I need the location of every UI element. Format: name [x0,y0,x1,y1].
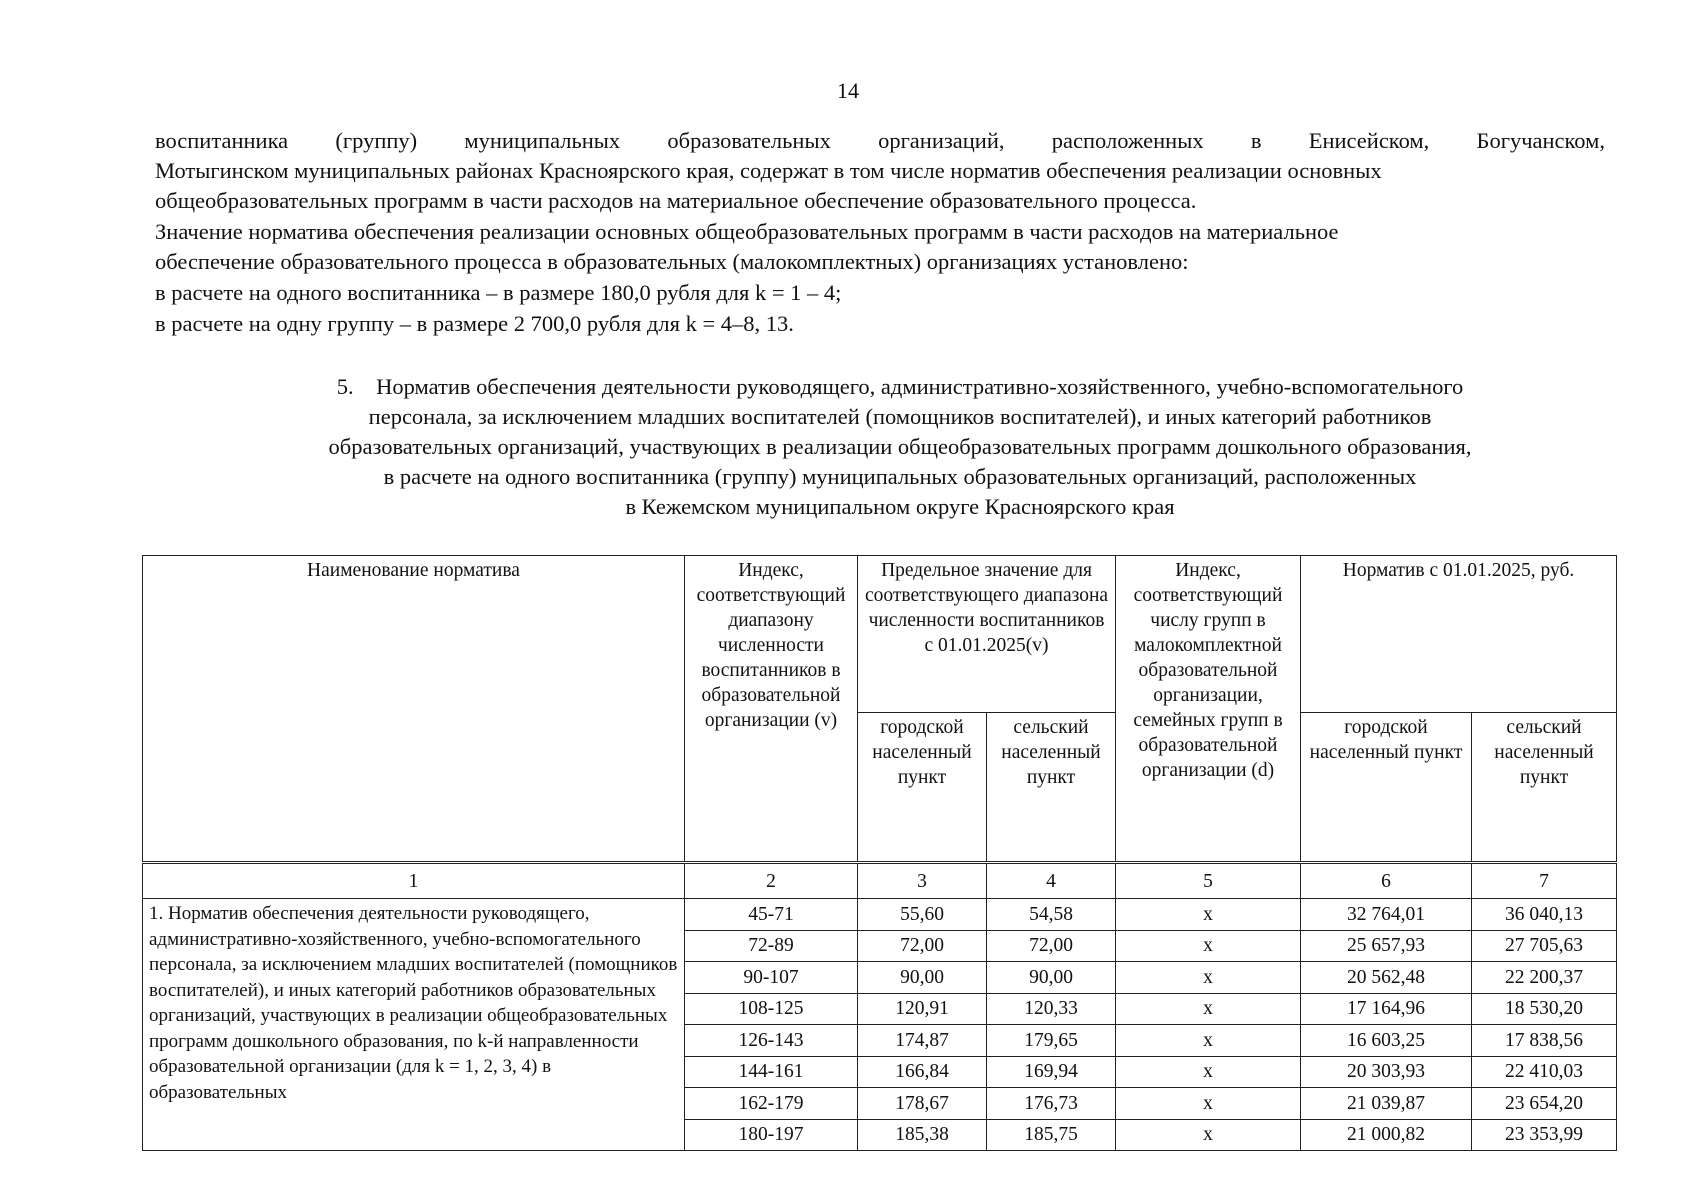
range-cell: 72-89 [685,930,858,962]
index-d-cell: x [1116,1119,1301,1151]
section-title [200,372,1600,522]
limit-rural-cell: 72,00 [987,930,1116,962]
limit-urban-cell: 120,91 [858,993,987,1025]
norm-rural-cell: 36 040,13 [1472,899,1617,931]
range-cell: 144-161 [685,1056,858,1088]
paragraph-line-4: Значение норматива обеспечения реализации основных общеобразовательных программ в части расходов на материальное [155,219,1339,244]
limit-rural-cell: 120,33 [987,993,1116,1025]
column-number: 7 [1472,863,1617,899]
range-cell: 180-197 [685,1119,858,1151]
norm-urban-cell: 20 303,93 [1301,1056,1472,1088]
norm-urban-cell: 32 764,01 [1301,899,1472,931]
limit-rural-cell: 179,65 [987,1025,1116,1057]
norm-rural-cell: 22 410,03 [1472,1056,1617,1088]
range-cell: 90-107 [685,962,858,994]
section-title-line-3: образовательных организаций, участвующих в реализации общеобразовательных программ дошкольного образования, [328,434,1472,459]
column-number: 4 [987,863,1116,899]
paragraph-line-6: в расчете на одного воспитанника – в размере 180,0 рубля для k = 1 – 4; [155,280,842,305]
range-cell: 108-125 [685,993,858,1025]
limit-urban-cell: 72,00 [858,930,987,962]
column-number: 5 [1116,863,1301,899]
index-d-cell: x [1116,1056,1301,1088]
paragraph-line-5: обеспечение образовательного процесса в образовательных (малокомплектных) организациях установлено: [155,249,1189,274]
header-norm-rural: сельский населенный пункт [1472,713,1617,863]
paragraph-line-2: Мотыгинском муниципальных районах Красноярского края, содержат в том числе норматив обеспечения реализации основных [155,158,1382,183]
range-cell: 162-179 [685,1088,858,1120]
limit-rural-cell: 90,00 [987,962,1116,994]
header-norm: Норматив с 01.01.2025, руб. [1301,556,1617,713]
table-row [143,899,1617,931]
section-title-line-4: в расчете на одного воспитанника (группу) муниципальных образовательных организаций, расположенных [383,464,1417,489]
paragraph-line-3: общеобразовательных программ в части расходов на материальное обеспечение образовательного процесса. [155,188,1197,213]
index-d-cell: x [1116,962,1301,994]
limit-urban-cell: 185,38 [858,1119,987,1151]
column-number: 1 [143,863,685,899]
norm-description: 1. Норматив обеспечения деятельности руководящего, административно-хозяйственного, учебно-вспомогательного персонала, за исключением младших воспитателей (помощников воспитателей), и иных категорий работников образовательных организаций, участвующих в реализации общеобразовательных программ дошкольного образования, по k-й направленности образовательной организации (для k = 1, 2, 3, 4) в образовательных [143,899,685,1151]
limit-urban-cell: 174,87 [858,1025,987,1057]
limit-urban-cell: 90,00 [858,962,987,994]
header-limit-rural: сельский населенный пункт [987,713,1116,863]
range-cell: 45-71 [685,899,858,931]
limit-urban-cell: 55,60 [858,899,987,931]
column-number: 3 [858,863,987,899]
paragraph-line-1: воспитанника (группу) муниципальных образовательных организаций, расположенных в Енисейском, Богучанском, [155,128,1605,153]
norm-urban-cell: 20 562,48 [1301,962,1472,994]
limit-rural-cell: 54,58 [987,899,1116,931]
norm-rural-cell: 18 530,20 [1472,993,1617,1025]
limit-urban-cell: 166,84 [858,1056,987,1088]
header-name: Наименование норматива [143,556,685,863]
header-limit-urban: городской населенный пункт [858,713,987,863]
norm-rural-cell: 23 654,20 [1472,1088,1617,1120]
index-d-cell: x [1116,899,1301,931]
norm-urban-cell: 25 657,93 [1301,930,1472,962]
limit-urban-cell: 178,67 [858,1088,987,1120]
column-number: 2 [685,863,858,899]
index-d-cell: x [1116,1025,1301,1057]
norm-rural-cell: 17 838,56 [1472,1025,1617,1057]
limit-rural-cell: 185,75 [987,1119,1116,1151]
norm-urban-cell: 21 000,82 [1301,1119,1472,1151]
limit-rural-cell: 176,73 [987,1088,1116,1120]
norm-urban-cell: 16 603,25 [1301,1025,1472,1057]
index-d-cell: x [1116,1088,1301,1120]
page-number: 14 [837,78,859,103]
section-title-line-2: персонала, за исключением младших воспитателей (помощников воспитателей), и иных категорий работников [368,404,1432,429]
norm-rural-cell: 23 353,99 [1472,1119,1617,1151]
limit-rural-cell: 169,94 [987,1056,1116,1088]
section-title-line-5: в Кежемском муниципальном округе Красноярского края [625,494,1175,519]
header-index-d: Индекс, соответствующий числу групп в малокомплектной образовательной организации, семейных групп в образовательной организации (d) [1116,556,1301,863]
norm-table [142,555,1617,1151]
section-title-line-1 [200,372,1600,402]
norm-urban-cell: 21 039,87 [1301,1088,1472,1120]
header-norm-urban: городской населенный пункт [1301,713,1472,863]
section-title-text-1: Норматив обеспечения деятельности руководящего, административно-хозяйственного, учебно-вспомогательного [376,374,1464,399]
index-d-cell: x [1116,930,1301,962]
section-number: 5. [336,374,354,399]
range-cell: 126-143 [685,1025,858,1057]
header-limit: Предельное значение для соответствующего диапазона численности воспитанников с 01.01.2025(v) [858,556,1116,713]
paragraph-line-7: в расчете на одну группу – в размере 2 700,0 рубля для k = 4–8, 13. [155,311,794,336]
column-number: 6 [1301,863,1472,899]
norm-urban-cell: 17 164,96 [1301,993,1472,1025]
norm-rural-cell: 22 200,37 [1472,962,1617,994]
norm-rural-cell: 27 705,63 [1472,930,1617,962]
header-index-v: Индекс, соответствующий диапазону численности воспитанников в образовательной организации (v) [685,556,858,863]
index-d-cell: x [1116,993,1301,1025]
column-number-row [143,863,1617,899]
